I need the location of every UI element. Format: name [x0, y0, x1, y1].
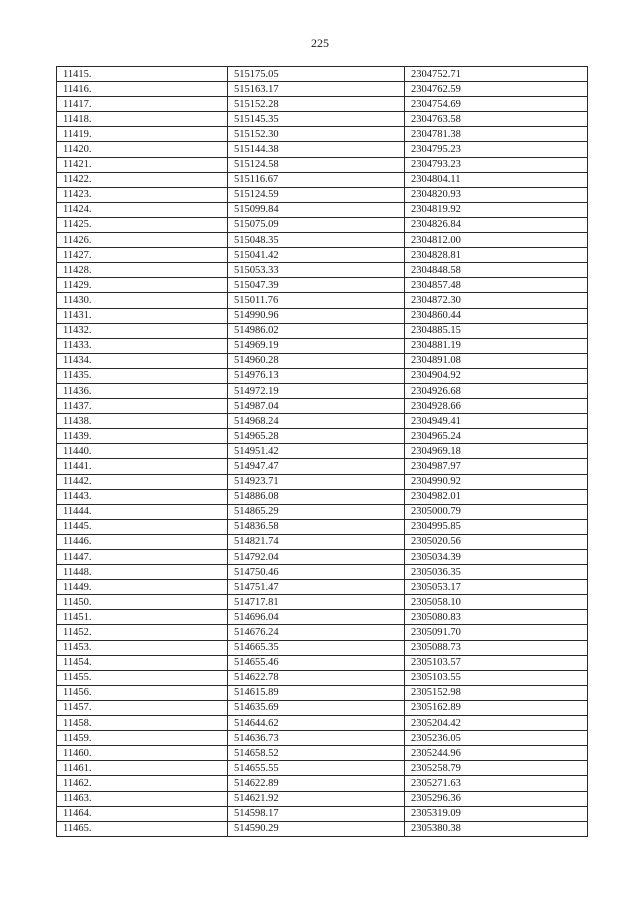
y-coordinate-cell: 2305258.79 [405, 761, 588, 776]
y-coordinate-cell: 2305271.63 [405, 776, 588, 791]
point-number-cell: 11415. [57, 67, 228, 82]
y-coordinate-cell: 2304904.92 [405, 368, 588, 383]
table-row [57, 610, 588, 625]
x-coordinate-cell: 514968.24 [228, 414, 405, 429]
y-coordinate-cell: 2304995.85 [405, 519, 588, 534]
x-coordinate-cell: 514923.71 [228, 474, 405, 489]
table-row [57, 685, 588, 700]
point-number-cell: 11416. [57, 82, 228, 97]
table-row [57, 248, 588, 263]
x-coordinate-cell: 514750.46 [228, 565, 405, 580]
point-number-cell: 11432. [57, 323, 228, 338]
y-coordinate-cell: 2305103.57 [405, 655, 588, 670]
point-number-cell: 11462. [57, 776, 228, 791]
x-coordinate-cell: 515124.59 [228, 187, 405, 202]
y-coordinate-cell: 2305319.09 [405, 806, 588, 821]
y-coordinate-cell: 2304982.01 [405, 489, 588, 504]
table-row [57, 187, 588, 202]
point-number-cell: 11444. [57, 504, 228, 519]
y-coordinate-cell: 2304752.71 [405, 67, 588, 82]
y-coordinate-cell: 2305091.70 [405, 625, 588, 640]
table-row [57, 67, 588, 82]
y-coordinate-cell: 2304949.41 [405, 414, 588, 429]
point-number-cell: 11423. [57, 187, 228, 202]
y-coordinate-cell: 2305034.39 [405, 550, 588, 565]
table-row [57, 504, 588, 519]
x-coordinate-cell: 515152.30 [228, 127, 405, 142]
point-number-cell: 11461. [57, 761, 228, 776]
point-number-cell: 11447. [57, 550, 228, 565]
x-coordinate-cell: 514886.08 [228, 489, 405, 504]
y-coordinate-cell: 2305204.42 [405, 716, 588, 731]
table-row [57, 580, 588, 595]
x-coordinate-cell: 515011.76 [228, 293, 405, 308]
point-number-cell: 11417. [57, 97, 228, 112]
point-number-cell: 11453. [57, 640, 228, 655]
y-coordinate-cell: 2304826.84 [405, 217, 588, 232]
x-coordinate-cell: 515145.35 [228, 112, 405, 127]
point-number-cell: 11457. [57, 700, 228, 715]
point-number-cell: 11441. [57, 459, 228, 474]
y-coordinate-cell: 2304848.58 [405, 263, 588, 278]
table-row [57, 791, 588, 806]
x-coordinate-cell: 514590.29 [228, 821, 405, 836]
table-row [57, 640, 588, 655]
table-row [57, 353, 588, 368]
table-row [57, 323, 588, 338]
x-coordinate-cell: 515053.33 [228, 263, 405, 278]
x-coordinate-cell: 515048.35 [228, 233, 405, 248]
table-row [57, 383, 588, 398]
x-coordinate-cell: 514622.78 [228, 670, 405, 685]
table-row [57, 399, 588, 414]
point-number-cell: 11454. [57, 655, 228, 670]
x-coordinate-cell: 514655.55 [228, 761, 405, 776]
point-number-cell: 11459. [57, 731, 228, 746]
page-number: 225 [311, 36, 329, 50]
point-number-cell: 11428. [57, 263, 228, 278]
x-coordinate-cell: 515075.09 [228, 217, 405, 232]
table-row [57, 429, 588, 444]
y-coordinate-cell: 2304820.93 [405, 187, 588, 202]
y-coordinate-cell: 2305380.38 [405, 821, 588, 836]
point-number-cell: 11431. [57, 308, 228, 323]
x-coordinate-cell: 515152.28 [228, 97, 405, 112]
x-coordinate-cell: 514951.42 [228, 444, 405, 459]
table-row [57, 700, 588, 715]
x-coordinate-cell: 514717.81 [228, 595, 405, 610]
y-coordinate-cell: 2305000.79 [405, 504, 588, 519]
y-coordinate-cell: 2304804.11 [405, 172, 588, 187]
y-coordinate-cell: 2305244.96 [405, 746, 588, 761]
y-coordinate-cell: 2304990.92 [405, 474, 588, 489]
point-number-cell: 11435. [57, 368, 228, 383]
x-coordinate-cell: 514969.19 [228, 338, 405, 353]
y-coordinate-cell: 2304987.97 [405, 459, 588, 474]
table-row [57, 519, 588, 534]
point-number-cell: 11421. [57, 157, 228, 172]
table-row [57, 278, 588, 293]
y-coordinate-cell: 2304926.68 [405, 383, 588, 398]
table-row [57, 595, 588, 610]
point-number-cell: 11439. [57, 429, 228, 444]
y-coordinate-cell: 2304812.00 [405, 233, 588, 248]
point-number-cell: 11418. [57, 112, 228, 127]
y-coordinate-cell: 2305036.35 [405, 565, 588, 580]
x-coordinate-cell: 514990.96 [228, 308, 405, 323]
x-coordinate-cell: 515116.67 [228, 172, 405, 187]
y-coordinate-cell: 2305103.55 [405, 670, 588, 685]
point-number-cell: 11449. [57, 580, 228, 595]
y-coordinate-cell: 2305236.05 [405, 731, 588, 746]
x-coordinate-cell: 515124.58 [228, 157, 405, 172]
point-number-cell: 11442. [57, 474, 228, 489]
table-row [57, 293, 588, 308]
point-number-cell: 11448. [57, 565, 228, 580]
y-coordinate-cell: 2304969.18 [405, 444, 588, 459]
y-coordinate-cell: 2304819.92 [405, 202, 588, 217]
point-number-cell: 11420. [57, 142, 228, 157]
table-row [57, 776, 588, 791]
point-number-cell: 11438. [57, 414, 228, 429]
point-number-cell: 11446. [57, 534, 228, 549]
y-coordinate-cell: 2304857.48 [405, 278, 588, 293]
point-number-cell: 11419. [57, 127, 228, 142]
point-number-cell: 11434. [57, 353, 228, 368]
table-row [57, 233, 588, 248]
table-row [57, 127, 588, 142]
y-coordinate-cell: 2305152.98 [405, 685, 588, 700]
point-number-cell: 11427. [57, 248, 228, 263]
table-row [57, 459, 588, 474]
y-coordinate-cell: 2305053.17 [405, 580, 588, 595]
table-row [57, 625, 588, 640]
table-row [57, 338, 588, 353]
table-row [57, 474, 588, 489]
x-coordinate-cell: 514836.58 [228, 519, 405, 534]
table-row [57, 746, 588, 761]
point-number-cell: 11455. [57, 670, 228, 685]
y-coordinate-cell: 2304763.58 [405, 112, 588, 127]
table-row [57, 82, 588, 97]
y-coordinate-cell: 2304795.23 [405, 142, 588, 157]
y-coordinate-cell: 2304965.24 [405, 429, 588, 444]
x-coordinate-cell: 514965.28 [228, 429, 405, 444]
x-coordinate-cell: 514947.47 [228, 459, 405, 474]
y-coordinate-cell: 2304885.15 [405, 323, 588, 338]
table-row [57, 655, 588, 670]
table-row [57, 489, 588, 504]
x-coordinate-cell: 514865.29 [228, 504, 405, 519]
x-coordinate-cell: 515175.05 [228, 67, 405, 82]
x-coordinate-cell: 515099.84 [228, 202, 405, 217]
point-number-cell: 11458. [57, 716, 228, 731]
point-number-cell: 11456. [57, 685, 228, 700]
point-number-cell: 11464. [57, 806, 228, 821]
table-row [57, 308, 588, 323]
y-coordinate-cell: 2304860.44 [405, 308, 588, 323]
point-number-cell: 11424. [57, 202, 228, 217]
x-coordinate-cell: 515047.39 [228, 278, 405, 293]
point-number-cell: 11430. [57, 293, 228, 308]
table-row [57, 806, 588, 821]
table-row [57, 263, 588, 278]
y-coordinate-cell: 2305020.56 [405, 534, 588, 549]
x-coordinate-cell: 514972.19 [228, 383, 405, 398]
y-coordinate-cell: 2304881.19 [405, 338, 588, 353]
x-coordinate-cell: 514676.24 [228, 625, 405, 640]
x-coordinate-cell: 514615.89 [228, 685, 405, 700]
table-row [57, 444, 588, 459]
point-number-cell: 11465. [57, 821, 228, 836]
y-coordinate-cell: 2304828.81 [405, 248, 588, 263]
x-coordinate-cell: 514665.35 [228, 640, 405, 655]
x-coordinate-cell: 514986.02 [228, 323, 405, 338]
point-number-cell: 11433. [57, 338, 228, 353]
x-coordinate-cell: 515163.17 [228, 82, 405, 97]
table-row [57, 368, 588, 383]
y-coordinate-cell: 2304754.69 [405, 97, 588, 112]
table-row [57, 112, 588, 127]
point-number-cell: 11425. [57, 217, 228, 232]
x-coordinate-cell: 514636.73 [228, 731, 405, 746]
x-coordinate-cell: 514658.52 [228, 746, 405, 761]
x-coordinate-cell: 514976.13 [228, 368, 405, 383]
point-number-cell: 11437. [57, 399, 228, 414]
table-row [57, 202, 588, 217]
y-coordinate-cell: 2305162.89 [405, 700, 588, 715]
table-row [57, 157, 588, 172]
table-row [57, 172, 588, 187]
x-coordinate-cell: 514696.04 [228, 610, 405, 625]
x-coordinate-cell: 514635.69 [228, 700, 405, 715]
point-number-cell: 11422. [57, 172, 228, 187]
x-coordinate-cell: 515144.38 [228, 142, 405, 157]
y-coordinate-cell: 2305080.83 [405, 610, 588, 625]
x-coordinate-cell: 514644.62 [228, 716, 405, 731]
point-number-cell: 11450. [57, 595, 228, 610]
y-coordinate-cell: 2304781.38 [405, 127, 588, 142]
x-coordinate-cell: 514792.04 [228, 550, 405, 565]
x-coordinate-cell: 514960.28 [228, 353, 405, 368]
table-row [57, 142, 588, 157]
point-number-cell: 11463. [57, 791, 228, 806]
y-coordinate-cell: 2304891.08 [405, 353, 588, 368]
point-number-cell: 11445. [57, 519, 228, 534]
table-row [57, 761, 588, 776]
coordinates-table-body [57, 67, 588, 837]
table-row [57, 414, 588, 429]
point-number-cell: 11452. [57, 625, 228, 640]
table-row [57, 670, 588, 685]
table-row [57, 534, 588, 549]
point-number-cell: 11429. [57, 278, 228, 293]
y-coordinate-cell: 2304762.59 [405, 82, 588, 97]
table-row [57, 550, 588, 565]
y-coordinate-cell: 2304928.66 [405, 399, 588, 414]
x-coordinate-cell: 514621.92 [228, 791, 405, 806]
coordinates-table [56, 66, 588, 837]
x-coordinate-cell: 514751.47 [228, 580, 405, 595]
table-row [57, 217, 588, 232]
point-number-cell: 11426. [57, 233, 228, 248]
point-number-cell: 11451. [57, 610, 228, 625]
y-coordinate-cell: 2304793.23 [405, 157, 588, 172]
point-number-cell: 11443. [57, 489, 228, 504]
x-coordinate-cell: 514987.04 [228, 399, 405, 414]
table-row [57, 565, 588, 580]
point-number-cell: 11440. [57, 444, 228, 459]
x-coordinate-cell: 514622.89 [228, 776, 405, 791]
y-coordinate-cell: 2305296.36 [405, 791, 588, 806]
y-coordinate-cell: 2305058.10 [405, 595, 588, 610]
y-coordinate-cell: 2304872.30 [405, 293, 588, 308]
table-row [57, 821, 588, 836]
y-coordinate-cell: 2305088.73 [405, 640, 588, 655]
x-coordinate-cell: 514598.17 [228, 806, 405, 821]
x-coordinate-cell: 515041.42 [228, 248, 405, 263]
x-coordinate-cell: 514655.46 [228, 655, 405, 670]
table-row [57, 716, 588, 731]
point-number-cell: 11460. [57, 746, 228, 761]
point-number-cell: 11436. [57, 383, 228, 398]
table-row [57, 97, 588, 112]
x-coordinate-cell: 514821.74 [228, 534, 405, 549]
table-row [57, 731, 588, 746]
